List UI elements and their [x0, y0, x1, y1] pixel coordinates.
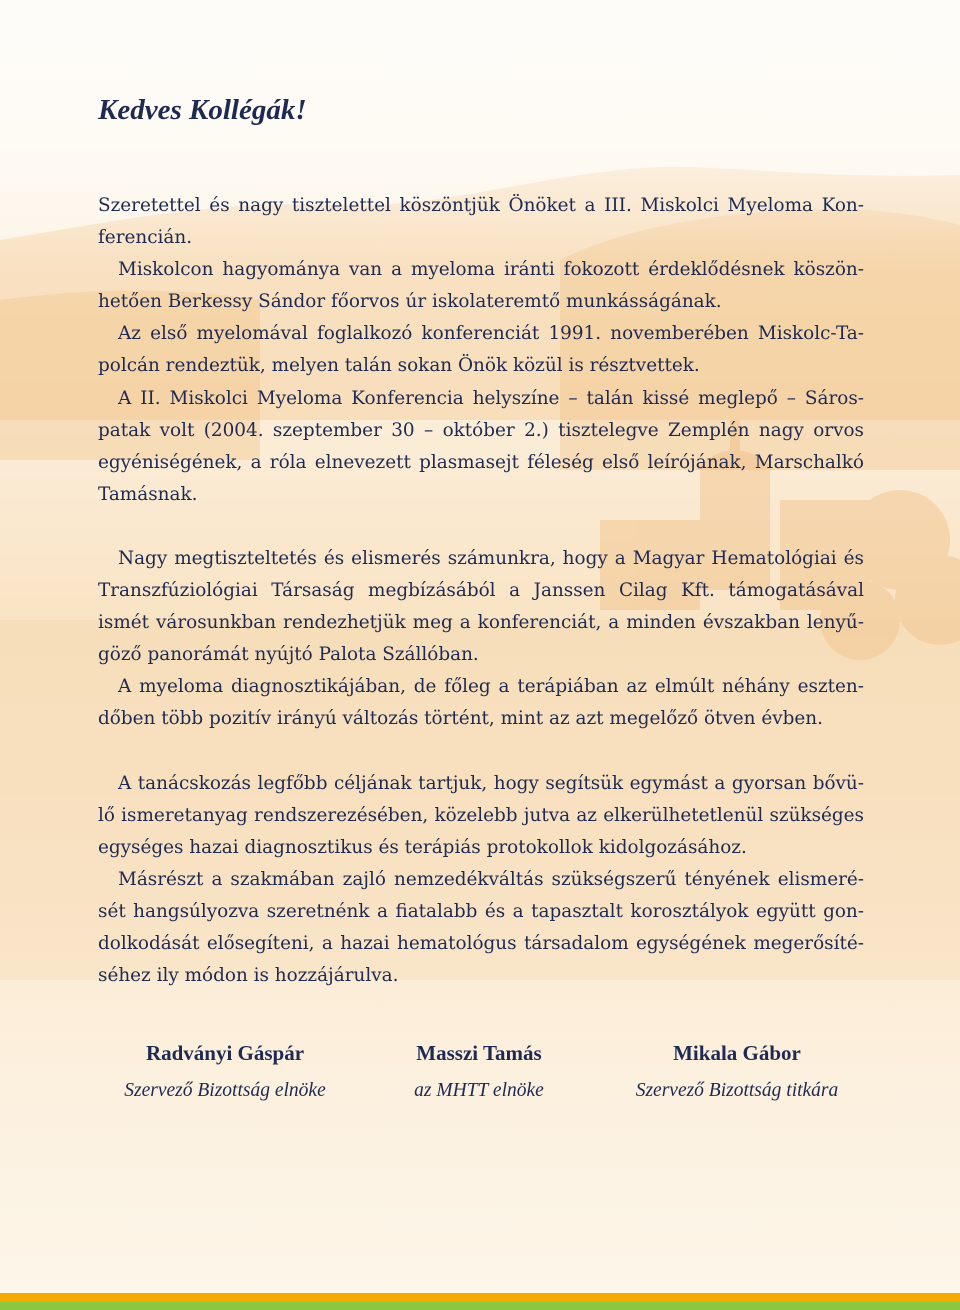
paragraph-goal: A tanácskozás legfőbb céljának tartjuk, hogy segítsük egymást a gyorsan bővülő ismeretanyag rendszerezésében, közelebb jutva az elkerülhetetlenül szükséges egységes hazai diagnosztikus és terápiás protokollok kidolgozásához. — [98, 772, 864, 858]
paragraph-tradition: Miskolcon hagyománya van a myeloma iránti fokozott érdeklődésnek köszönhetően Berkessy Sándor főorvos úr iskolateremtő munkásságának. — [98, 259, 864, 313]
paragraph-changes: A myeloma diagnosztikájában, de főleg a terápiában az elmúlt néhány esztendőben több pozitív irányú változás történt, mint az azt megelőző ötven évben. — [98, 676, 864, 730]
paragraph-first-conference: Az első myelomával foglalkozó konferenciát 1991. novemberében Miskolc-Tapolcán rendeztük, melyen talán sokan Önök közül is résztvettek. — [98, 323, 864, 377]
signatory-name: Radványi Gáspár — [145, 1041, 305, 1065]
footer-orange-stripe — [0, 1293, 960, 1302]
signatory-name: Masszi Tamás — [416, 1041, 542, 1065]
letter-body — [98, 88, 864, 992]
signatory-role: az MHTT elnöke — [414, 1080, 544, 1101]
paragraph-gap — [98, 736, 864, 768]
signature-president — [376, 1036, 582, 1108]
signatory-name: Mikala Gábor — [673, 1041, 801, 1065]
signature-chair — [98, 1036, 352, 1108]
greeting: Kedves Kollégák! — [98, 94, 307, 126]
paragraph-intro: Szeretettel és nagy tisztelettel köszöntjük Önöket a III. Miskolci Myeloma Konferencián. — [98, 195, 864, 249]
signatory-role: Szervező Bizottság elnöke — [124, 1080, 326, 1101]
paragraph-generation: Másrészt a szakmában zajló nemzedékváltás szükségszerű tényének elismerését hangsúlyozva szeretnénk a fiatalabb és a tapasztalt korosztályok együtt gondolkodását elősegíteni, a hazai hematológus társadalom egységének megerősítéséhez ily módon is hozzájárulva. — [98, 868, 864, 987]
signatory-role: Szervező Bizottság titkára — [635, 1080, 839, 1101]
paragraph-gap — [98, 511, 864, 543]
paragraph-honor: Nagy megtiszteltetés és elismerés számunkra, hogy a Magyar Hematológiai és Transzfúziológiai Társaság megbízásából a Janssen Cilag Kft. támogatásával ismét városunkban rendezhetjük meg a konferenciát, a minden évszakban lenyűgöző panorámát nyújtó Palota Szállóban. — [98, 547, 864, 666]
footer-green-stripe — [0, 1302, 960, 1310]
paragraph-second-conference: A II. Miskolci Myeloma Konferencia helyszíne – talán kissé meglepő – Sárospatak volt (2004. szeptember 30 – október 2.) tisztelegve Zemplén nagy orvos egyéniségének, a róla elnevezett plasmasejt féleség első leírójának, Marschalkó Tamásnak. — [98, 387, 864, 505]
signature-secretary — [610, 1036, 864, 1108]
